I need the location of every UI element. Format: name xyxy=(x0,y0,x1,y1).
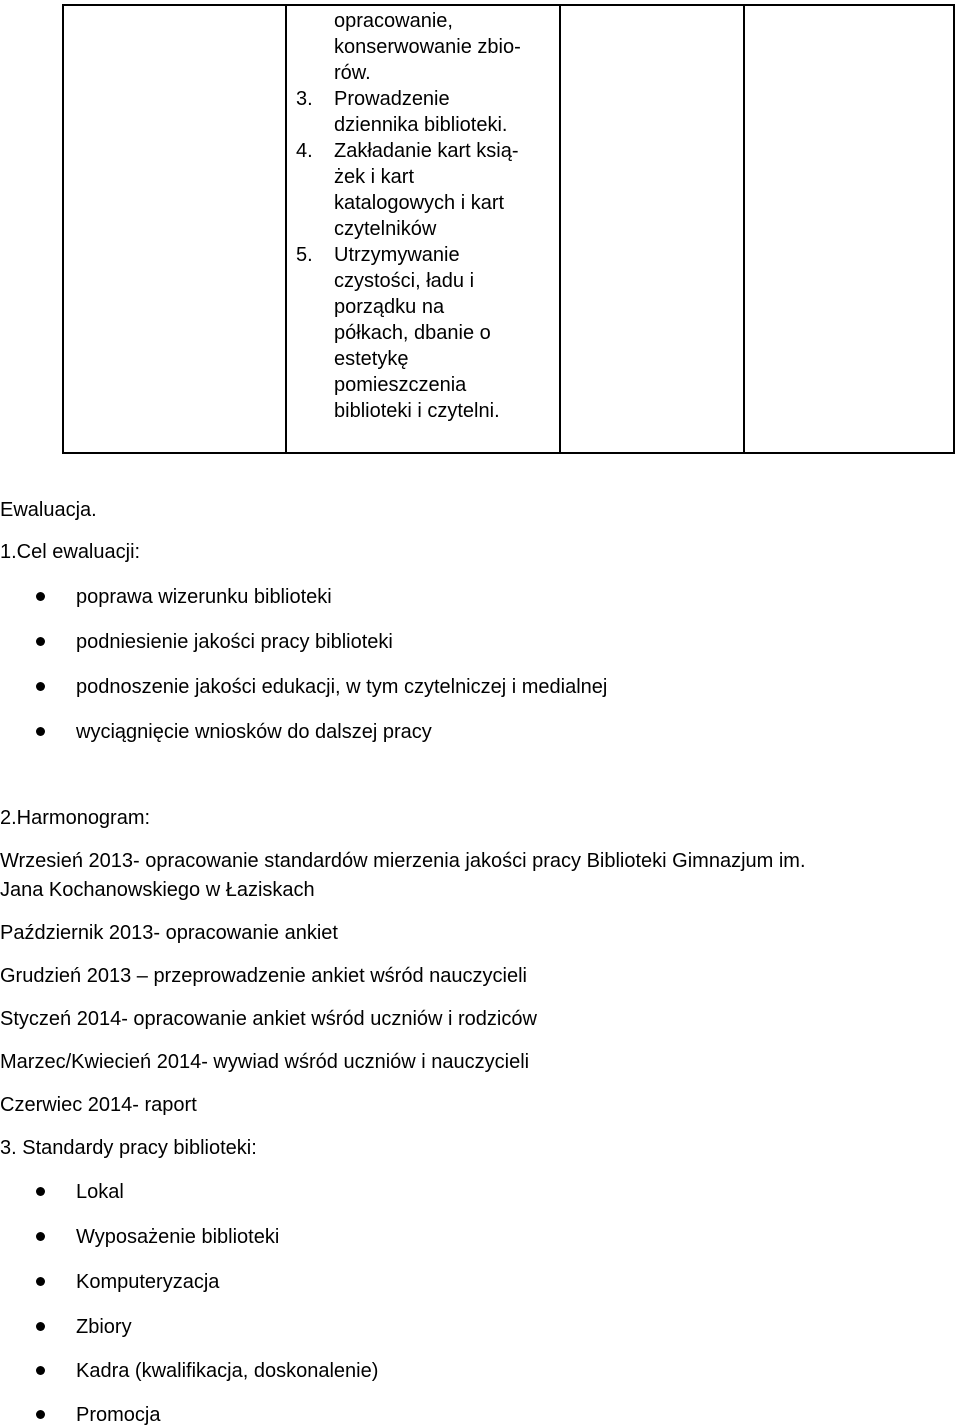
schedule-line: Grudzień 2013 – przeprowadzenie ankiet wśród nauczycieli xyxy=(0,965,527,987)
bullet-icon xyxy=(36,1410,45,1419)
bullet-icon xyxy=(36,1277,45,1286)
table-bottom-border xyxy=(62,452,955,454)
bullet-icon xyxy=(36,1322,45,1331)
bullet-icon xyxy=(36,727,45,736)
bullet-icon xyxy=(36,682,45,691)
schedule-heading: 2.Harmonogram: xyxy=(0,807,151,829)
bullet-icon xyxy=(36,1232,45,1241)
table-border-col3 xyxy=(743,4,745,454)
bullet-icon xyxy=(36,637,45,646)
document-page: opracowanie, konserwowanie zbio- rów. 3. Prowadzenie dziennika biblioteki. 4. Zakładanie kart ksią- żek i kart katalogowych i kart czytelników 5. Utrzymywanie czystości, ładu i porządku na półkach, dbanie o estetykę pomieszczenia biblioteki i czytelni. Ewaluacja. 1.Cel ewaluacji: poprawa wizerunku biblioteki podniesienie jakości pracy biblioteki podnoszenie jakości edukacji, w tym czytelniczej i medialnej wyciągnięcie wniosków do dalszej pracy 2.Harmonogram: Wrzesień 2013- opracowanie standardów mierzenia jakości pracy Biblioteki Gimnazjum im. Jana Kochanowskiego w Łaziskach Październik 2013- opracowanie ankiet Grudzień 2013 – przeprowadzenie ankiet wśród nauczycieli Styczeń 2014- opracowanie ankiet wśród uczniów i rodziców Marzec/Kwiecień 2014- wywiad wśród uczniów i nauczycieli Czerwiec 2014- raport 3. Standardy pracy biblioteki: Lokal Wyposażenie biblioteki Komputeryzacja Zbiory Kadra (kwalifikacja, doskonalenie) Promocja xyxy=(0,0,960,1428)
table-border-col2 xyxy=(559,4,561,454)
evaluation-goal-heading: 1.Cel ewaluacji: xyxy=(0,541,141,563)
table-top-border xyxy=(62,4,955,6)
schedule-line: Wrzesień 2013- opracowanie standardów mierzenia jakości pracy Biblioteki Gimnazjum im. xyxy=(0,850,806,872)
bullet-icon xyxy=(36,1366,45,1375)
bullet-icon xyxy=(36,1187,45,1196)
schedule-line: Marzec/Kwiecień 2014- wywiad wśród uczniów i nauczycieli xyxy=(0,1051,530,1073)
bullet-icon xyxy=(36,592,45,601)
evaluation-heading: Ewaluacja. xyxy=(0,499,97,521)
standards-heading: 3. Standardy pracy biblioteki: xyxy=(0,1137,257,1159)
table-border-right xyxy=(953,4,955,454)
schedule-line: Czerwiec 2014- raport xyxy=(0,1094,197,1116)
table-border-col1 xyxy=(285,4,287,454)
schedule-line: Styczeń 2014- opracowanie ankiet wśród uczniów i rodziców xyxy=(0,1008,537,1030)
schedule-line: Październik 2013- opracowanie ankiet xyxy=(0,922,338,944)
table-border-left xyxy=(62,4,64,454)
schedule-table-fragment: opracowanie, konserwowanie zbio- rów. 3. Prowadzenie dziennika biblioteki. 4. Zakładanie kart ksią- żek i kart katalogowych i kart czytelników 5. Utrzymywanie czystości, ładu i porządku na półkach, dbanie o estetykę pomieszczenia biblioteki i czytelni. xyxy=(62,4,955,454)
schedule-line: Jana Kochanowskiego w Łaziskach xyxy=(0,879,315,901)
